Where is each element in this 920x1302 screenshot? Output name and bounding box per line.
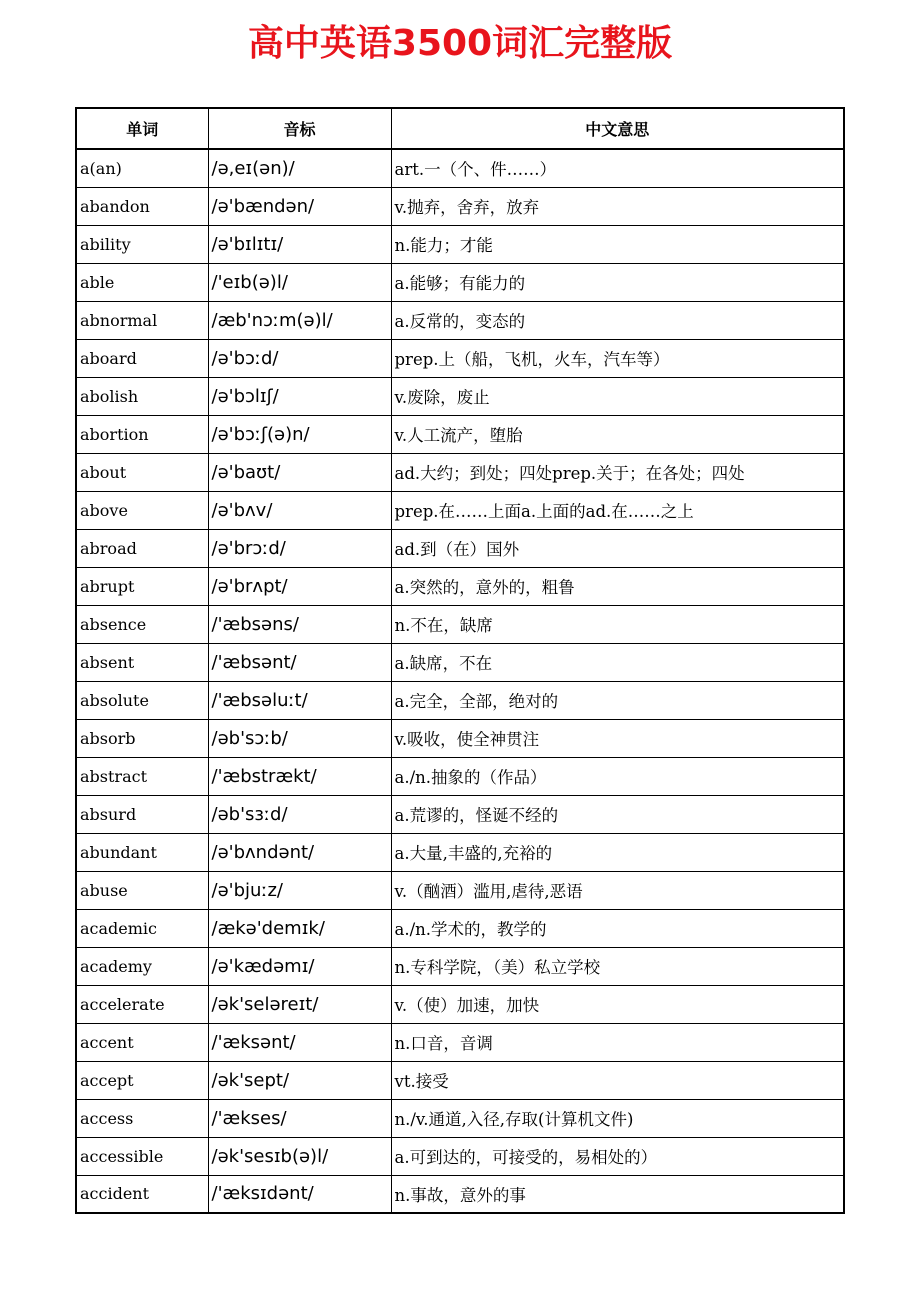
word-cell: accessible	[76, 1137, 208, 1175]
ipa-cell: /ə'bjuːz/	[208, 871, 391, 909]
meaning-cell: n.口音，音调	[391, 1023, 844, 1061]
meaning-cell: n.能力；才能	[391, 225, 844, 263]
table-row	[76, 149, 844, 187]
word-cell: abortion	[76, 415, 208, 453]
table-row	[76, 719, 844, 757]
meaning-cell: prep.在……上面a.上面的ad.在……之上	[391, 491, 844, 529]
table-row	[76, 643, 844, 681]
meaning-cell: a.突然的，意外的，粗鲁	[391, 567, 844, 605]
word-cell: accident	[76, 1175, 208, 1213]
word-cell: academy	[76, 947, 208, 985]
table-row	[76, 529, 844, 567]
table-row	[76, 339, 844, 377]
ipa-cell: /'æbstrækt/	[208, 757, 391, 795]
word-cell: absurd	[76, 795, 208, 833]
table-body	[76, 149, 844, 1213]
ipa-cell: /ə'kædəmɪ/	[208, 947, 391, 985]
table-row	[76, 1023, 844, 1061]
table-row	[76, 909, 844, 947]
meaning-cell: a.大量,丰盛的,充裕的	[391, 833, 844, 871]
ipa-cell: /'eɪb(ə)l/	[208, 263, 391, 301]
table-row	[76, 757, 844, 795]
word-cell: accept	[76, 1061, 208, 1099]
table-row	[76, 947, 844, 985]
ipa-cell: /ə'bɔlɪʃ/	[208, 377, 391, 415]
table-row	[76, 985, 844, 1023]
ipa-cell: /'ækses/	[208, 1099, 391, 1137]
ipa-cell: /ək'sept/	[208, 1061, 391, 1099]
table-row	[76, 377, 844, 415]
word-cell: about	[76, 453, 208, 491]
word-cell: abnormal	[76, 301, 208, 339]
table-row	[76, 263, 844, 301]
ipa-cell: /ək'seləreɪt/	[208, 985, 391, 1023]
table-row	[76, 1137, 844, 1175]
column-header-meaning: 中文意思	[391, 108, 844, 149]
meaning-cell: a.可到达的，可接受的，易相处的）	[391, 1137, 844, 1175]
word-cell: absent	[76, 643, 208, 681]
ipa-cell: /ə'baʊt/	[208, 453, 391, 491]
meaning-cell: n./v.通道,入径,存取(计算机文件)	[391, 1099, 844, 1137]
column-header-ipa: 音标	[208, 108, 391, 149]
word-cell: accent	[76, 1023, 208, 1061]
meaning-cell: n.专科学院，（美）私立学校	[391, 947, 844, 985]
ipa-cell: /ækə'demɪk/	[208, 909, 391, 947]
table-row	[76, 1061, 844, 1099]
ipa-cell: /ə'bændən/	[208, 187, 391, 225]
table-row	[76, 453, 844, 491]
meaning-cell: v.吸收，使全神贯注	[391, 719, 844, 757]
word-cell: a(an)	[76, 149, 208, 187]
table-row	[76, 605, 844, 643]
word-cell: absorb	[76, 719, 208, 757]
meaning-cell: a.缺席，不在	[391, 643, 844, 681]
word-cell: access	[76, 1099, 208, 1137]
word-cell: ability	[76, 225, 208, 263]
word-cell: abandon	[76, 187, 208, 225]
ipa-cell: /ə'bɔːd/	[208, 339, 391, 377]
ipa-cell: /əb'sɔːb/	[208, 719, 391, 757]
meaning-cell: a.荒谬的，怪诞不经的	[391, 795, 844, 833]
table-row	[76, 225, 844, 263]
meaning-cell: v.人工流产，堕胎	[391, 415, 844, 453]
ipa-cell: /'æksənt/	[208, 1023, 391, 1061]
table-header-row	[76, 108, 844, 149]
word-cell: absence	[76, 605, 208, 643]
word-cell: academic	[76, 909, 208, 947]
meaning-cell: n.事故，意外的事	[391, 1175, 844, 1213]
meaning-cell: v.废除，废止	[391, 377, 844, 415]
column-header-word: 单词	[76, 108, 208, 149]
ipa-cell: /'æksɪdənt/	[208, 1175, 391, 1213]
table-row	[76, 833, 844, 871]
meaning-cell: art.一（个、件……）	[391, 149, 844, 187]
table-row	[76, 681, 844, 719]
table-row	[76, 301, 844, 339]
ipa-cell: /ə,eɪ(ən)/	[208, 149, 391, 187]
ipa-cell: /'æbsəluːt/	[208, 681, 391, 719]
table-row	[76, 491, 844, 529]
ipa-cell: /ək'sesɪb(ə)l/	[208, 1137, 391, 1175]
meaning-cell: a.反常的，变态的	[391, 301, 844, 339]
word-cell: above	[76, 491, 208, 529]
meaning-cell: a./n.抽象的（作品）	[391, 757, 844, 795]
page-title: 高中英语3500词汇完整版	[247, 23, 673, 64]
table-row	[76, 1175, 844, 1213]
meaning-cell: a./n.学术的，教学的	[391, 909, 844, 947]
ipa-cell: /ə'brʌpt/	[208, 567, 391, 605]
ipa-cell: /æb'nɔːm(ə)l/	[208, 301, 391, 339]
ipa-cell: /ə'brɔːd/	[208, 529, 391, 567]
word-cell: abundant	[76, 833, 208, 871]
ipa-cell: /'æbsənt/	[208, 643, 391, 681]
meaning-cell: ad.大约；到处；四处prep.关于；在各处；四处	[391, 453, 844, 491]
word-cell: able	[76, 263, 208, 301]
word-cell: abuse	[76, 871, 208, 909]
word-cell: abolish	[76, 377, 208, 415]
meaning-cell: ad.到（在）国外	[391, 529, 844, 567]
ipa-cell: /ə'bɔːʃ(ə)n/	[208, 415, 391, 453]
table-row	[76, 415, 844, 453]
word-cell: abstract	[76, 757, 208, 795]
meaning-cell: prep.上（船，飞机，火车，汽车等）	[391, 339, 844, 377]
vocabulary-table	[75, 107, 845, 1214]
table-row	[76, 871, 844, 909]
meaning-cell: v.抛弃，舍弃，放弃	[391, 187, 844, 225]
ipa-cell: /'æbsəns/	[208, 605, 391, 643]
word-cell: aboard	[76, 339, 208, 377]
table-row	[76, 795, 844, 833]
ipa-cell: /ə'bɪlɪtɪ/	[208, 225, 391, 263]
ipa-cell: /əb'sɜːd/	[208, 795, 391, 833]
word-cell: accelerate	[76, 985, 208, 1023]
meaning-cell: vt.接受	[391, 1061, 844, 1099]
table-row	[76, 1099, 844, 1137]
meaning-cell: v.（酗酒）滥用,虐待,恶语	[391, 871, 844, 909]
word-cell: absolute	[76, 681, 208, 719]
meaning-cell: a.能够；有能力的	[391, 263, 844, 301]
ipa-cell: /ə'bʌndənt/	[208, 833, 391, 871]
meaning-cell: a.完全，全部，绝对的	[391, 681, 844, 719]
meaning-cell: v.（使）加速，加快	[391, 985, 844, 1023]
meaning-cell: n.不在，缺席	[391, 605, 844, 643]
word-cell: abrupt	[76, 567, 208, 605]
word-cell: abroad	[76, 529, 208, 567]
table-row	[76, 187, 844, 225]
table-row	[76, 567, 844, 605]
ipa-cell: /ə'bʌv/	[208, 491, 391, 529]
